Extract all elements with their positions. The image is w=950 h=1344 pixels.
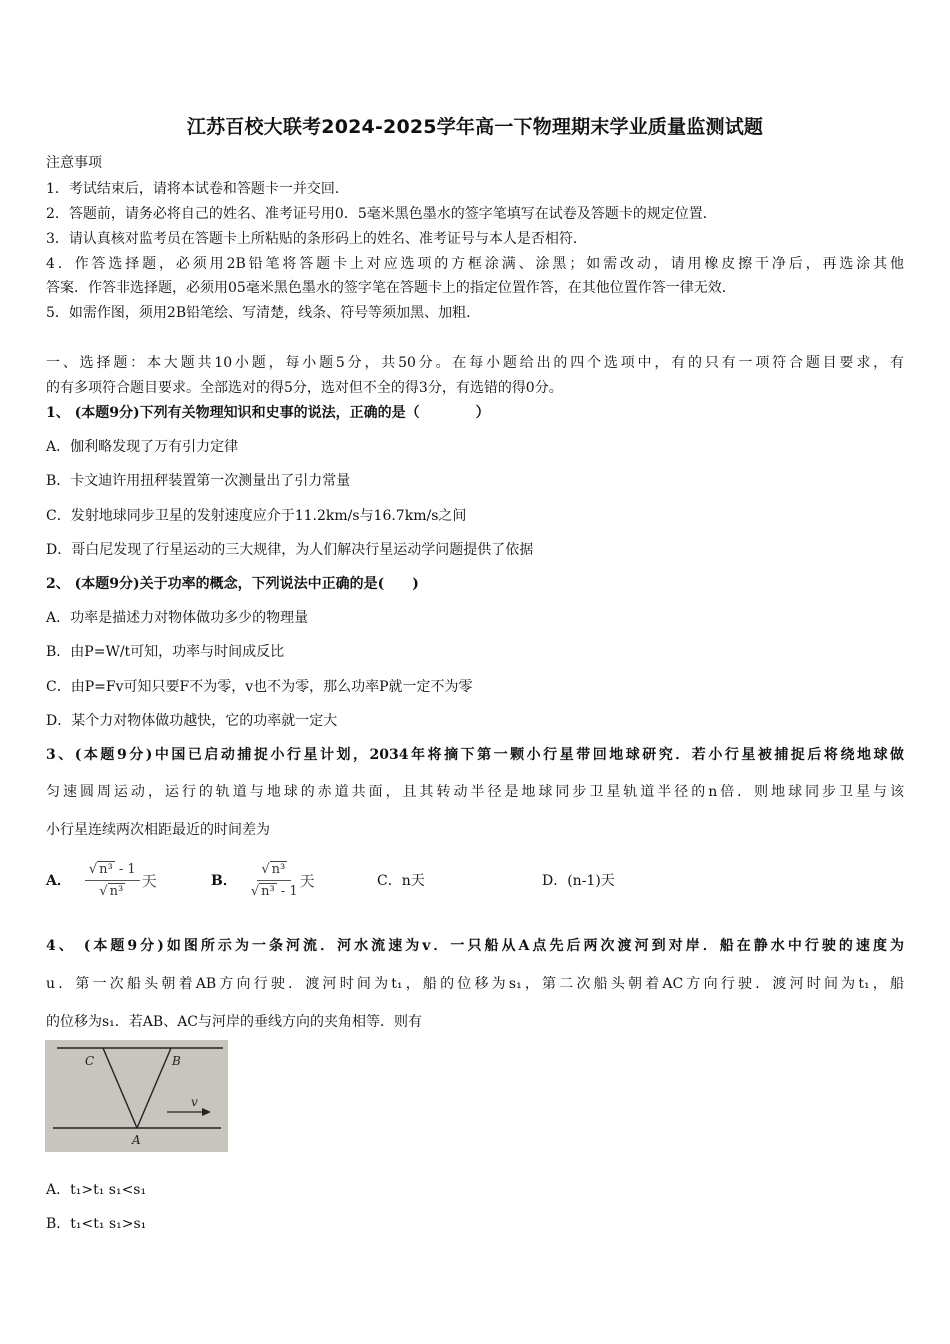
question-4-option: A．t₁>t₁ s₁<s₁	[46, 1182, 147, 1198]
question-1-option: C．发射地球同步卫星的发射速度应介于11.2km/s与16.7km/s之间	[46, 508, 467, 524]
question-1-option: D．哥白尼发现了行星运动的三大规律，为人们解决行星运动学问题提供了依据	[46, 542, 534, 558]
section-instructions: 的有多项符合题目要求。全部选对的得5分，选对但不全的得3分，有选错的得0分。	[46, 380, 563, 396]
question-1-stem: 1、 (本题9分)下列有关物理知识和史事的说法，正确的是（ ）	[46, 405, 490, 421]
section-instructions: 一、选择题：本大题共10小题，每小题5分，共50分。在每小题给出的四个选项中，有的只有一项符合题目要求，有	[46, 355, 904, 371]
question-4-stem: 4、 (本题9分)如图所示为一条河流．河水流速为v．一只船从A点先后两次渡河到对岸．船在静水中行驶的速度为	[46, 938, 904, 954]
den-tail: - 1	[276, 883, 298, 899]
question-3-stem: 小行星连续两次相距最近的时间差为	[46, 822, 270, 838]
point-b-label: B	[172, 1054, 181, 1068]
question-3-option-c: C．n天	[377, 873, 425, 889]
point-a-label: A	[132, 1133, 141, 1147]
question-1-option: A．伽利略发现了万有引力定律	[46, 439, 239, 455]
question-3-stem: 3、(本题9分)中国已启动捕捉小行星计划，2034年将摘下第一颗小行星带回地球研究．若小行星被捕捉后将绕地球做	[46, 747, 904, 763]
unit-label: 天	[299, 871, 315, 890]
radicand: n³	[271, 861, 286, 877]
question-4-stem: 的位移为s₁．若AB、AC与河岸的垂线方向的夹角相等．则有	[46, 1014, 423, 1030]
num-tail: - 1	[114, 861, 136, 877]
question-4-option: B．t₁<t₁ s₁>s₁	[46, 1216, 147, 1232]
radicand: n³	[109, 883, 124, 899]
option-label: B．	[211, 873, 237, 889]
notice-item: 2．答题前，请务必将自己的姓名、准考证号用0．5毫米黑色墨水的签字笔填写在试卷及答题卡的规定位置．	[46, 206, 717, 222]
point-c-label: C	[85, 1054, 95, 1068]
question-2-stem: 2、 (本题9分)关于功率的概念，下列说法中正确的是( )	[46, 576, 419, 592]
question-2-option: D．某个力对物体做功越快，它的功率就一定大	[46, 713, 338, 729]
question-3-option-b	[211, 848, 315, 912]
question-2-option: B．由P=W/t可知，功率与时间成反比	[46, 644, 285, 660]
page-title: 江苏百校大联考2024-2025学年高一下物理期末学业质量监测试题	[186, 116, 764, 138]
notice-item: 4．作答选择题，必须用2B铅笔将答题卡上对应选项的方框涂满、涂黑；如需改动，请用橡皮擦干净后，再选涂其他	[46, 256, 904, 272]
option-label: A．	[46, 873, 71, 889]
question-2-option: A．功率是描述力对物体做功多少的物理量	[46, 610, 309, 626]
unit-label: 天	[141, 871, 157, 890]
question-3-stem: 匀速圆周运动，运行的轨道与地球的赤道共面，且其转动半径是地球同步卫星轨道半径的n倍．则地球同步卫星与该	[46, 784, 904, 800]
river-diagram	[45, 1040, 228, 1152]
radicand: n³	[99, 861, 113, 877]
question-2-option: C．由P=Fv可知只要F不为零，v也不为零，那么功率P就一定不为零	[46, 679, 473, 695]
notice-item: 5．如需作图，须用2B铅笔绘、写清楚，线条、符号等须加黑、加粗．	[46, 305, 481, 321]
fraction: $\frac{\text{√ n³ - 1}}{\text{√ n³}}$	[85, 862, 140, 899]
fraction: $\frac{\text{√ n³}}{\text{√ n³ - 1}}$	[250, 861, 298, 899]
velocity-label: v	[191, 1095, 198, 1109]
radicand: n³	[261, 883, 275, 899]
question-4-stem: u．第一次船头朝着AB方向行驶．渡河时间为t₁，船的位移为s₁，第二次船头朝着AC方向行驶．渡河时间为t₁，船	[46, 976, 904, 992]
question-3-option-a	[46, 848, 157, 912]
question-3-option-d: D．(n-1)天	[542, 873, 615, 889]
notice-heading: 注意事项	[46, 155, 102, 171]
notice-item: 3．请认真核对监考员在答题卡上所粘贴的条形码上的姓名、准考证号与本人是否相符．	[46, 231, 587, 247]
notice-item: 1．考试结束后，请将本试卷和答题卡一并交回．	[46, 181, 349, 197]
question-1-option: B．卡文迪许用扭秤装置第一次测量出了引力常量	[46, 473, 351, 489]
notice-item: 答案．作答非选择题，必须用05毫米黑色墨水的签字笔在答题卡上的指定位置作答，在其他位置作答一律无效．	[46, 280, 736, 296]
